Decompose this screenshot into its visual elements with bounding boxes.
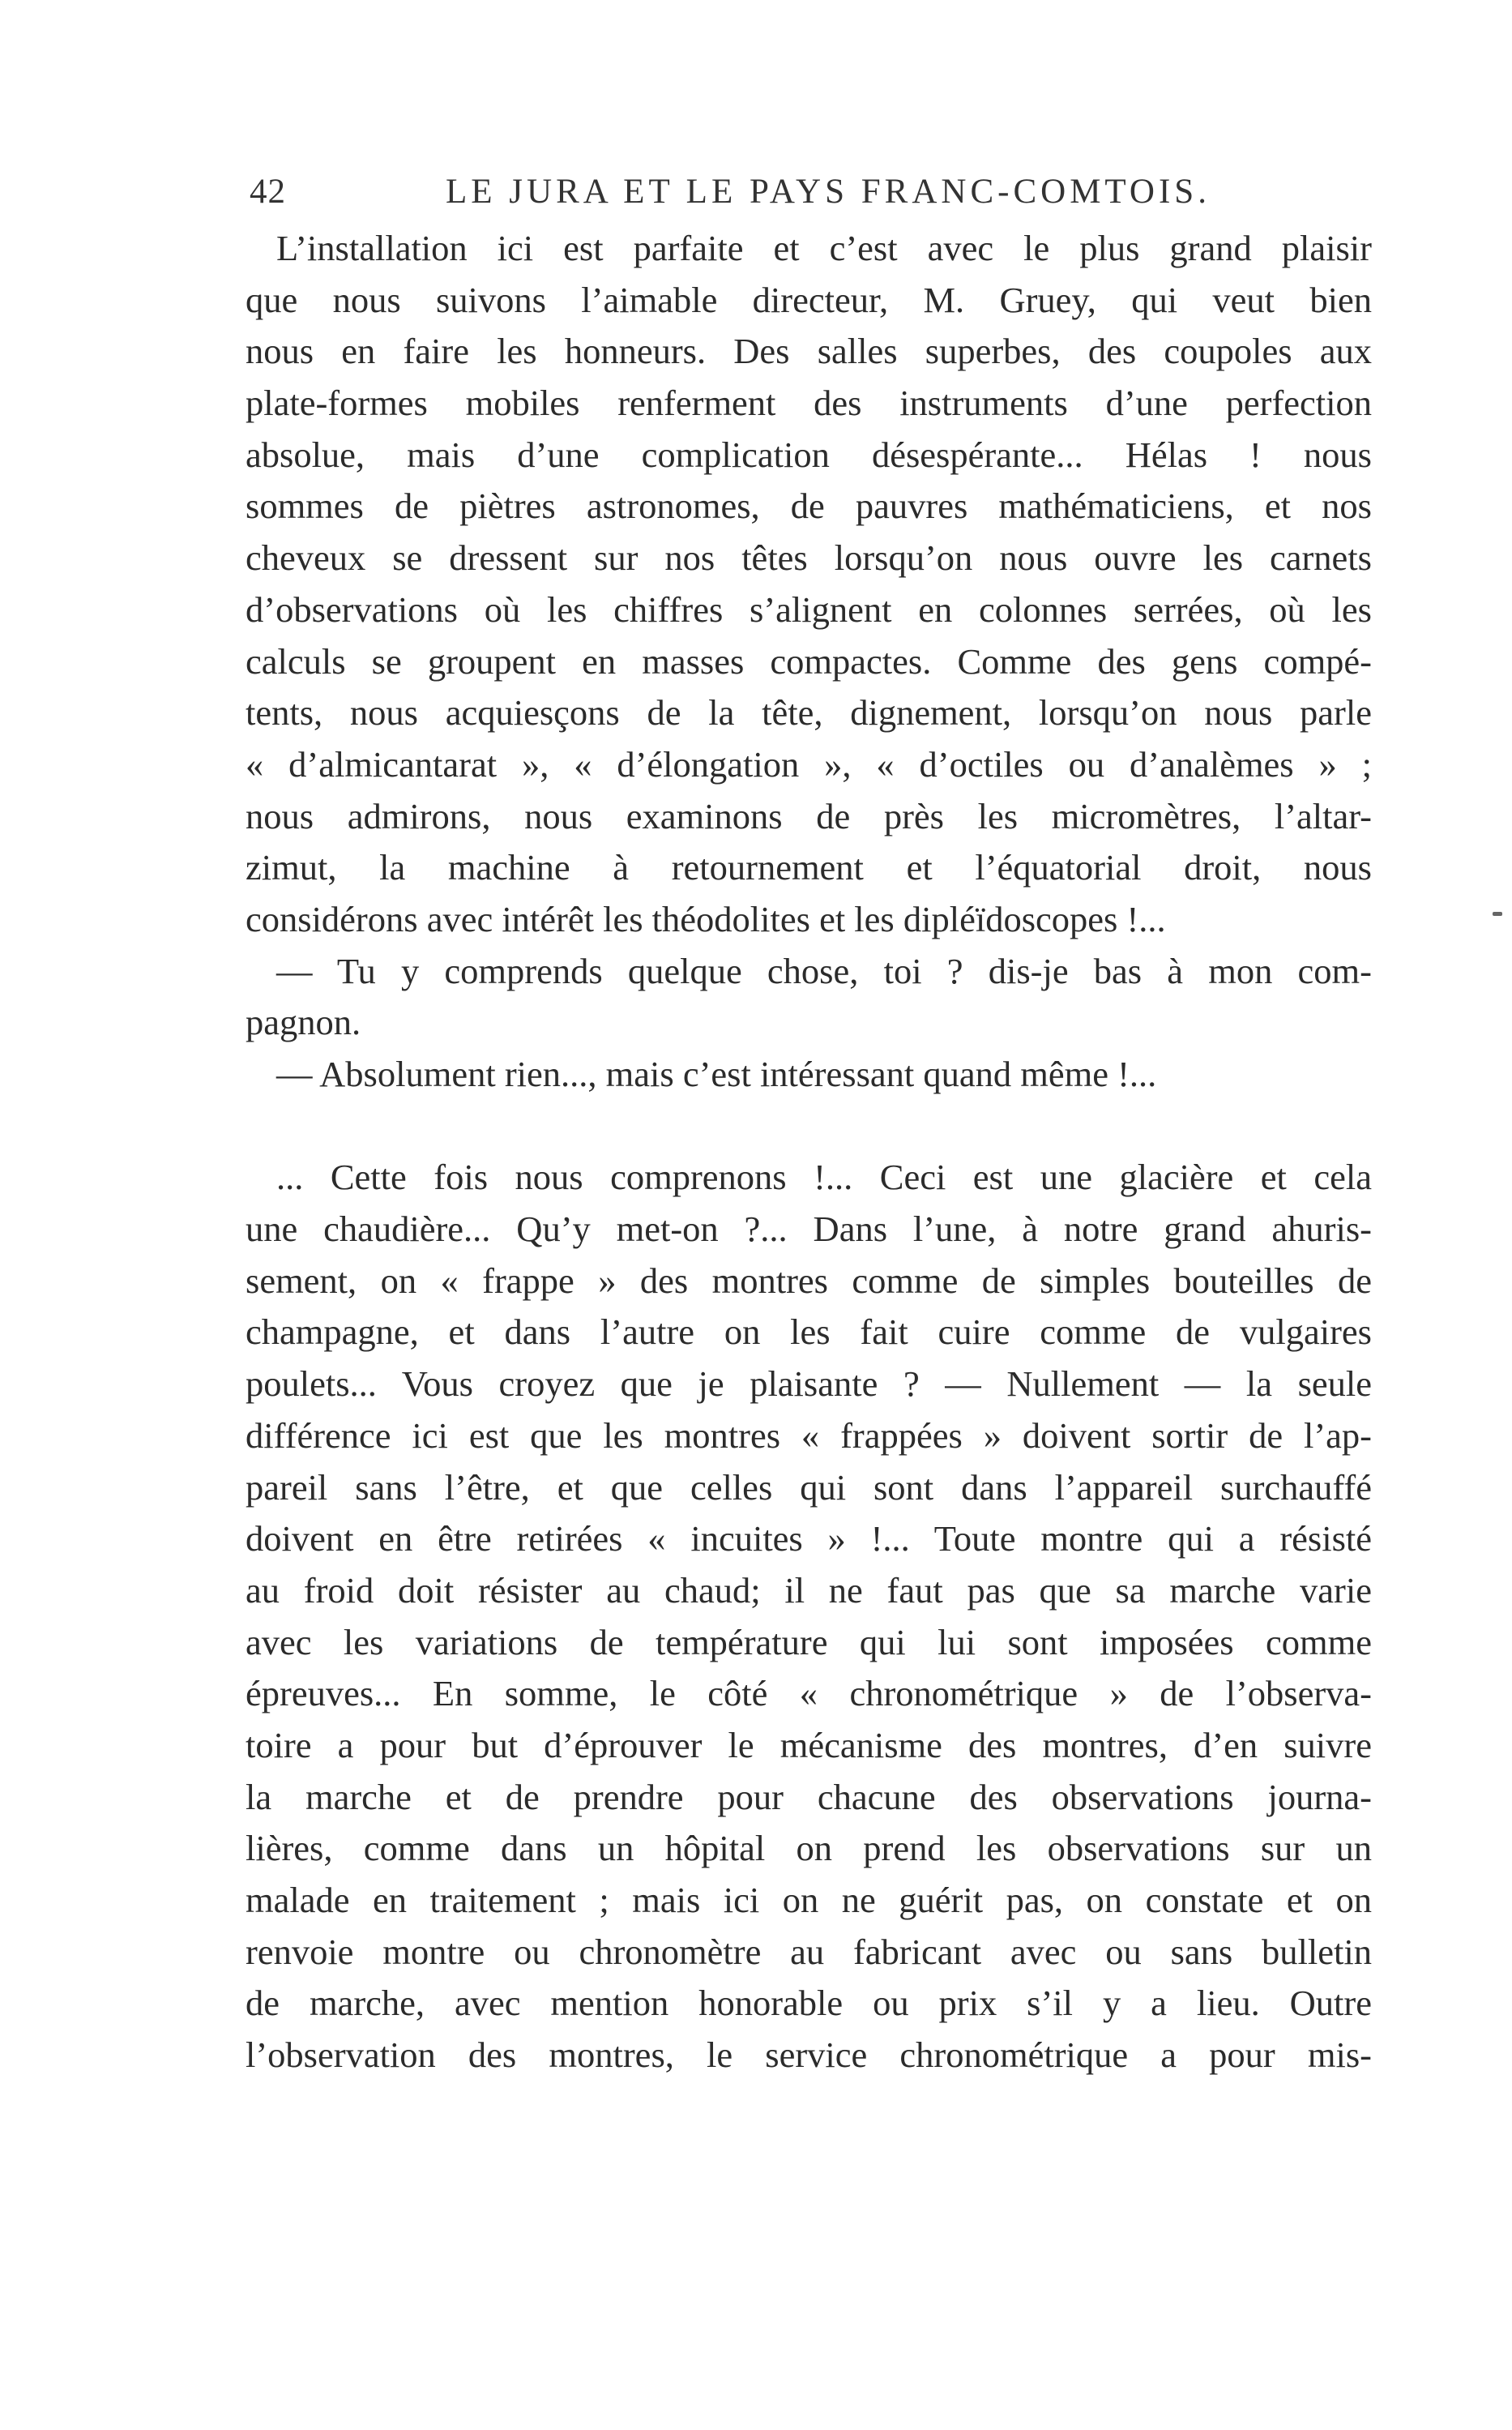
text-line: une chaudière... Qu’y met-on ?... Dans l’une, à notre grand ahuris-: [246, 1209, 1372, 1250]
text-line: L’installation ici est parfaite et c’est avec le plus grand plaisir: [276, 228, 1372, 268]
text-line: nous admirons, nous examinons de près les micromètres, l’altar-: [246, 795, 1372, 836]
text-line: absolue, mais d’une complication désespérante... Hélas ! nous: [246, 434, 1372, 475]
section-gap: [246, 1101, 1372, 1153]
text-line: nous en faire les honneurs. Des salles superbes, des coupoles aux: [246, 331, 1372, 372]
page-header: [0, 172, 1512, 220]
text-line: avec les variations de température qui lui sont imposées comme: [246, 1621, 1372, 1662]
paragraph-1: [246, 223, 1372, 946]
text-line: — Tu y comprends quelque chose, toi ? dis-je bas à mon com-: [276, 950, 1372, 991]
text-line: doivent en être retirées « incuites » !... Toute montre qui a résisté: [246, 1518, 1372, 1559]
text-line: de marche, avec mention honorable ou prix s’il y a lieu. Outre: [246, 1983, 1372, 2024]
text-line: que nous suivons l’aimable directeur, M. Gruey, qui veut bien: [246, 279, 1372, 320]
paragraph-3: [246, 1049, 1372, 1101]
text-line: tents, nous acquiesçons de la tête, dignement, lorsqu’on nous parle: [246, 692, 1372, 734]
text-line: plate-formes mobiles renferment des instruments d’une perfection: [246, 383, 1372, 424]
paragraph-2: [246, 946, 1372, 1049]
text-line: lières, comme dans un hôpital on prend les observations sur un: [246, 1828, 1372, 1869]
text-line: toire a pour but d’éprouver le mécanisme des montres, d’en suivre: [246, 1724, 1372, 1765]
text-line: sement, on « frappe » des montres comme de simples bouteilles de: [246, 1260, 1372, 1301]
text-line: pareil sans l’être, et que celles qui sont dans l’appareil surchauffé: [246, 1466, 1372, 1508]
text-line: poulets... Vous croyez que je plaisante ? — Nullement — la seule: [246, 1363, 1372, 1405]
text-line: ... Cette fois nous comprenons !... Ceci est une glacière et cela: [276, 1157, 1372, 1198]
margin-mark: [1493, 912, 1502, 916]
text-line: renvoie montre ou chronomètre au fabricant avec ou sans bulletin: [246, 1931, 1372, 1972]
running-title: LE JURA ET LE PAYS FRANC-COMTOIS.: [446, 173, 1211, 211]
text-line: malade en traitement ; mais ici on ne guérit pas, on constate et on: [246, 1880, 1372, 1920]
text-line: d’observations où les chiffres s’alignent en colonnes serrées, où les: [246, 588, 1372, 630]
page-number: 42: [250, 173, 286, 211]
paragraph-4: [246, 1152, 1372, 2081]
text-line: cheveux se dressent sur nos têtes lorsqu’on nous ouvre les carnets: [246, 537, 1372, 579]
text-line: pagnon.: [246, 1002, 361, 1043]
text-line: — Absolument rien..., mais c’est intéressant quand même !...: [276, 1054, 1157, 1094]
text-line: la marche et de prendre pour chacune des observations journa-: [246, 1776, 1372, 1817]
text-line: l’observation des montres, le service chronométrique a pour mis-: [246, 2034, 1372, 2076]
text-line: champagne, et dans l’autre on les fait cuire comme de vulgaires: [246, 1311, 1372, 1353]
text-line: calculs se groupent en masses compactes. Comme des gens compé-: [246, 640, 1372, 682]
text-line: zimut, la machine à retournement et l’équatorial droit, nous: [246, 847, 1372, 888]
text-line: sommes de piètres astronomes, de pauvres mathématiciens, et nos: [246, 486, 1372, 527]
text-line: au froid doit résister au chaud; il ne faut pas que sa marche varie: [246, 1569, 1372, 1611]
text-line: considérons avec intérêt les théodolites et les dipléïdoscopes !...: [246, 898, 1166, 939]
text-line: différence ici est que les montres « frappées » doivent sortir de l’ap-: [246, 1414, 1372, 1456]
text-line: « d’almicantarat », « d’élongation », « d’octiles ou d’analèmes » ;: [246, 743, 1372, 785]
body-text: [246, 223, 1372, 2081]
text-line: épreuves... En somme, le côté « chronométrique » de l’observa-: [246, 1673, 1372, 1714]
